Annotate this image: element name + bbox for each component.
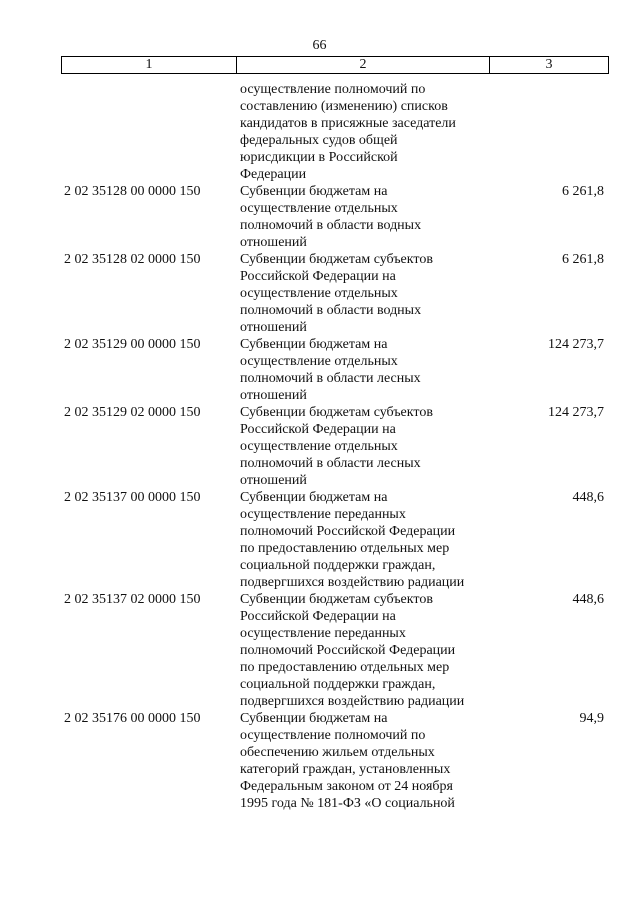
table-row [61, 404, 609, 489]
row-text: Субвенции бюджетам на осуществление отдельных полномочий в области лесных отношений [240, 337, 421, 403]
header-col-3: 3 [545, 57, 553, 72]
row-code: 2 02 35128 02 0000 150 [64, 252, 201, 267]
header-col-1: 1 [62, 57, 237, 73]
table-row [61, 489, 609, 591]
row-amount [491, 81, 609, 183]
table-row [61, 81, 609, 183]
row-code: 2 02 35137 00 0000 150 [64, 490, 201, 505]
row-amount: 124 273,7 [548, 337, 604, 352]
row-text: Субвенции бюджетам на осуществление отдельных полномочий в области водных отношений [240, 184, 422, 250]
row-amount: 6 261,8 [562, 184, 604, 199]
row-amount: 6 261,8 [562, 252, 604, 267]
table-row [61, 336, 609, 404]
row-text: Субвенции бюджетам субъектов Российской Федерации на осуществление отдельных полномочий в области водных отношений [240, 252, 433, 335]
row-code: 2 02 35176 00 0000 150 [64, 711, 201, 726]
row-amount: 448,6 [572, 490, 604, 505]
table-header [61, 56, 609, 74]
row-code: 2 02 35128 00 0000 150 [64, 184, 201, 199]
row-amount: 448,6 [572, 592, 604, 607]
row-text: Субвенции бюджетам субъектов Российской Федерации на осуществление отдельных полномочий в области лесных отношений [240, 405, 433, 488]
row-amount: 94,9 [579, 711, 604, 726]
row-code: 2 02 35129 00 0000 150 [64, 337, 201, 352]
table-row [61, 251, 609, 336]
row-text: Субвенции бюджетам на осуществление переданных полномочий Российской Федерации по предоставлению отдельных мер социальной поддержки граждан, подвергшихся воздействию радиации [240, 490, 465, 590]
row-code: 2 02 35129 02 0000 150 [64, 405, 201, 420]
row-text: Субвенции бюджетам на осуществление полномочий по обеспечению жильем отдельных категорий граждан, установленных Федеральным законом от 24 ноября 1995 года № 181-ФЗ «О социальной [240, 711, 455, 811]
page-number: 66 [312, 38, 327, 53]
table-row [61, 183, 609, 251]
row-amount: 124 273,7 [548, 405, 604, 420]
row-code [61, 81, 238, 183]
header-col-2: 2 [237, 57, 490, 73]
table-row [61, 591, 609, 710]
row-code: 2 02 35137 02 0000 150 [64, 592, 201, 607]
row-text: осуществление полномочий по составлению (изменению) списков кандидатов в присяжные заседатели федеральных судов общей юрисдикции в Российской Федерации [240, 82, 456, 182]
row-text: Субвенции бюджетам субъектов Российской Федерации на осуществление переданных полномочий Российской Федерации по предоставлению отдельных мер социальной поддержки граждан, подвергшихся воздействию радиации [240, 592, 465, 709]
table-row [61, 710, 609, 812]
table-body [61, 81, 609, 812]
